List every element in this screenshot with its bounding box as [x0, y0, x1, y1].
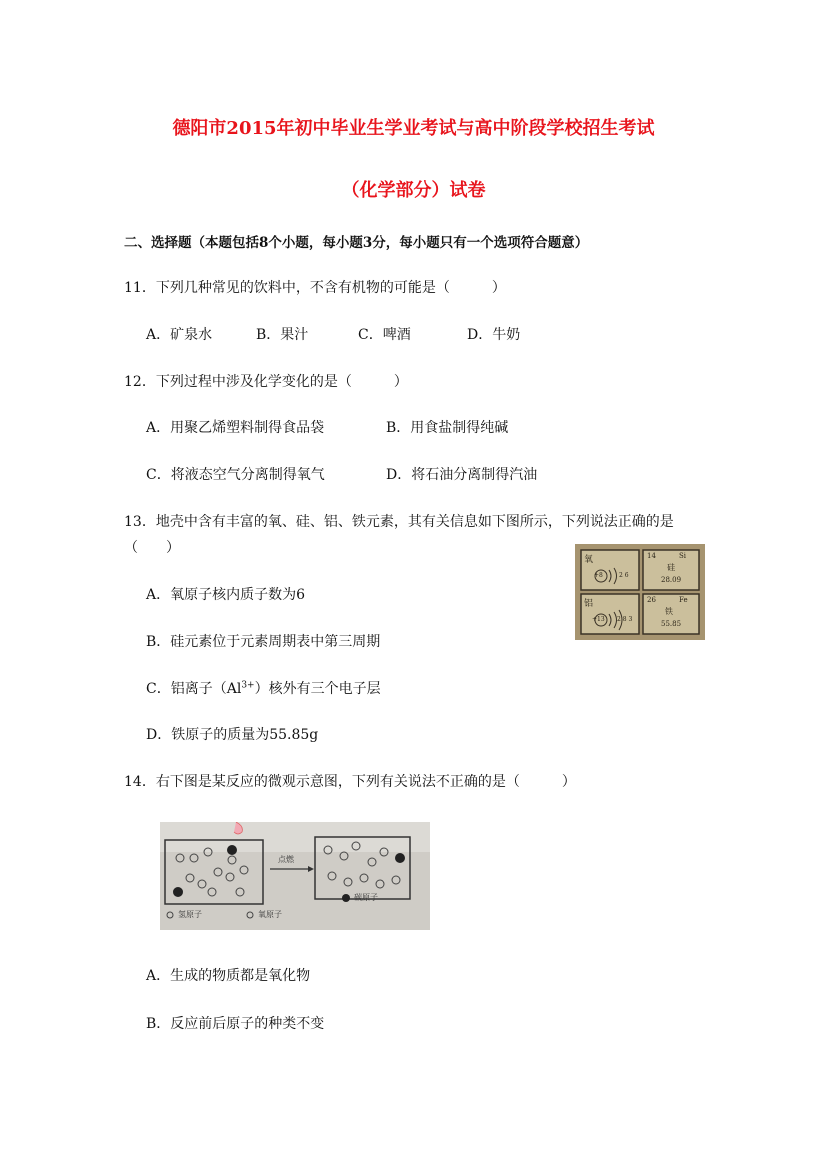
- iron-mass: 55.85: [661, 620, 682, 628]
- q12-option-a: A．用聚乙烯塑料制得食品袋: [146, 420, 325, 436]
- reaction-condition-label: 点燃: [278, 855, 294, 864]
- oxygen-shells: 2 6: [619, 572, 629, 579]
- legend-carbon: 碳原子: [354, 893, 378, 902]
- q12-option-b: B．用食盐制得纯碱: [386, 420, 509, 436]
- q13-option-d: D．铁原子的质量为55.85g: [146, 727, 319, 743]
- iron-name: 铁: [665, 607, 673, 616]
- element-info-figure: [575, 544, 705, 640]
- silicon-symbol: Si: [679, 552, 687, 560]
- aluminum-shells: 2 8 3: [617, 616, 633, 623]
- q13-stem: 13．地壳中含有丰富的氧、硅、铝、铁元素，其有关信息如下图所示，下列说法正确的是: [124, 514, 674, 530]
- section-heading: 二、选择题（本题包括8个小题，每小题3分，每小题只有一个选项符合题意）: [124, 235, 589, 251]
- q11-option-c: C．啤酒: [358, 327, 411, 343]
- q11-option-d: D．牛奶: [467, 327, 521, 343]
- q11-option-b: B．果汁: [256, 327, 309, 343]
- q11-stem: 11．下列几种常见的饮料中，不含有机物的可能是（ ）: [124, 280, 506, 296]
- title-line-1: 德阳市2015年初中毕业生学业考试与高中阶段学校招生考试: [172, 118, 655, 139]
- q13-option-b: B．硅元素位于元素周期表中第三周期: [146, 634, 381, 650]
- aluminum-label: 铝: [584, 599, 594, 609]
- oxygen-label: 氧: [584, 555, 594, 565]
- iron-symbol: Fe: [679, 596, 688, 604]
- q14-option-b: B．反应前后原子的种类不变: [146, 1016, 325, 1032]
- q14-stem: 14．右下图是某反应的微观示意图，下列有关说法不正确的是（ ）: [124, 774, 576, 790]
- q13-option-c: C．铝离子$(Al^{3+})$核外有三个电子层: [146, 680, 381, 697]
- reaction-diagram-figure: [160, 822, 430, 930]
- q12-option-d: D．将石油分离制得汽油: [386, 467, 538, 483]
- legend-hydrogen: 氢原子: [178, 910, 202, 919]
- q12-stem: 12．下列过程中涉及化学变化的是（ ）: [124, 374, 408, 390]
- q11-option-a: A．矿泉水: [146, 327, 213, 343]
- silicon-name: 硅: [667, 563, 675, 572]
- title-line-2: （化学部分）试卷: [341, 180, 486, 201]
- q14-option-a: A．生成的物质都是氧化物: [146, 968, 311, 984]
- q12-option-c: C．将液态空气分离制得氧气: [146, 467, 325, 483]
- iron-number: 26: [647, 596, 656, 604]
- q13-option-a: A．氧原子核内质子数为6: [146, 587, 306, 603]
- legend-oxygen: 氧原子: [258, 910, 282, 919]
- silicon-mass: 28.09: [661, 576, 682, 584]
- aluminum-nucleus: +13: [592, 616, 605, 623]
- silicon-number: 14: [647, 552, 656, 560]
- oxygen-nucleus: +8: [594, 572, 603, 579]
- q13-stem-cont: （ ）: [124, 540, 180, 556]
